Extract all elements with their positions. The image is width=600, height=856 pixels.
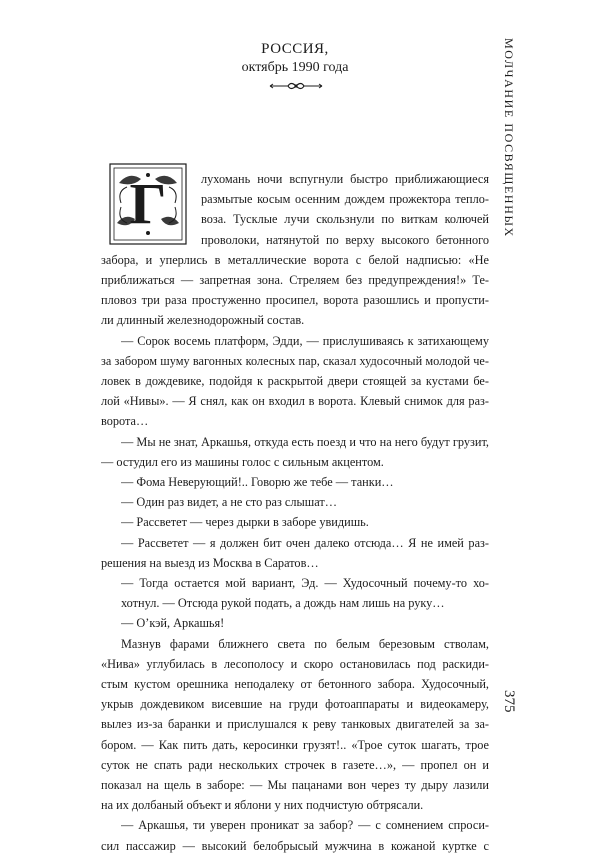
text-line: приближаться — запретная зона. Стреляем без предупреждения!» Те- [101, 273, 489, 287]
text-line: забора, и уперлись в металлические ворота с белой надписью: «Не [101, 252, 489, 267]
text-line: Мазнув фарами ближнего света по белым березовым стволам, [121, 636, 489, 651]
text-line: — Мы не знат, Аркашья, откуда есть поезд и что на него будут грузит, [121, 434, 489, 449]
text-line: — Сорок восемь платформ, Эдди, — прислушиваясь к затихающему [121, 333, 489, 348]
text-line: суток не спать ради нескольких строчек в газете…», — пропел он и [101, 757, 489, 772]
text-line: размытые косым осенним дождем прожектора тепло- [201, 192, 489, 207]
text-line: сил пассажир — высокий белобрысый мужчина в кожаной куртке с [101, 838, 489, 853]
text-line: ловек в дождевике, подойдя к раскрытой двери стоящей за кустами бе- [101, 374, 489, 388]
text-line: — Рассветет — через дырки в заборе увидишь. [121, 515, 369, 530]
text-line: — Фома Неверующий!.. Говорю же тебе — танки… [121, 475, 394, 489]
page-number: 375 [501, 690, 517, 713]
running-title: МОЛЧАНИЕ ПОСВЯЩЕННЫХ [502, 38, 516, 238]
text-line: «Нива» углубилась в лесополосу и скоро остановилась под раскиди- [101, 656, 489, 671]
ornament-divider-icon [268, 80, 324, 92]
text-line: за забором шуму вагонных колесных пар, сказал худосочный молодой че- [101, 353, 489, 368]
drop-cap [109, 163, 187, 245]
text-line: хотнул. — Отсюда рукой подать, а дождь нам лишь на руку… [121, 596, 445, 611]
text-line: — Рассветет — я должен бит очен далеко отсюда… Я не имей раз- [121, 535, 489, 550]
text-line: ворота… [101, 414, 149, 429]
text-line: вылез из-за баранки и прислушался к реву танковых двигателей за за- [101, 717, 489, 732]
text-line: воза. Тусклые лучи скользнули по виткам колючей [201, 212, 489, 227]
text-line: — О’кэй, Аркашья! [121, 616, 225, 631]
text-line: решения на выезд из Москва в Саратов… [101, 555, 319, 570]
text-line: стым кустом орешника неподалеку от бетонного забора. Худосочный, [101, 677, 489, 691]
text-line: на их долбаный объект и яблони у них подчистую обтрясали. [101, 798, 424, 813]
heading-date: октябрь 1990 года [241, 60, 349, 75]
text-line: — остудил его из машины голос с сильным акцентом. [101, 454, 384, 469]
text-line: — Тогда остается мой вариант, Эд. — Худосочный почему-то хо- [121, 576, 489, 590]
heading-country: РОССИЯ, [261, 41, 329, 57]
drop-cap-letter: Г [129, 171, 167, 236]
text-line: — Аркашья, ти уверен проникат за забор? — с сомнением спроси- [121, 818, 489, 833]
text-line: ли длинный железнодорожный состав. [101, 313, 305, 328]
text-line: лухомань ночи вспугнули быстро приближающиеся [201, 172, 489, 186]
text-line: проволоки, натянутой по верху высокого бетонного [201, 232, 489, 247]
chapter-heading [100, 40, 490, 77]
text-line: укрыв дождевиком висевшие на груди фотоаппараты и видеокамеру, [101, 697, 489, 712]
text-line: пловоз три раза простуженно просипел, ворота разошлись и пропусти- [101, 293, 489, 308]
text-line: лой «Нивы». — Я снял, как он входил в ворота. Клевый снимок для раз- [101, 394, 489, 409]
text-line: — Один раз видет, а не сто раз слышат… [121, 495, 338, 510]
text-line: показал на щель в заборе: — Мы пацанами вон через ту дыру лазили [101, 778, 489, 792]
text-line: бором. — Как пить дать, керосинки грузят!.. «Трое суток шагать, трое [101, 737, 489, 752]
